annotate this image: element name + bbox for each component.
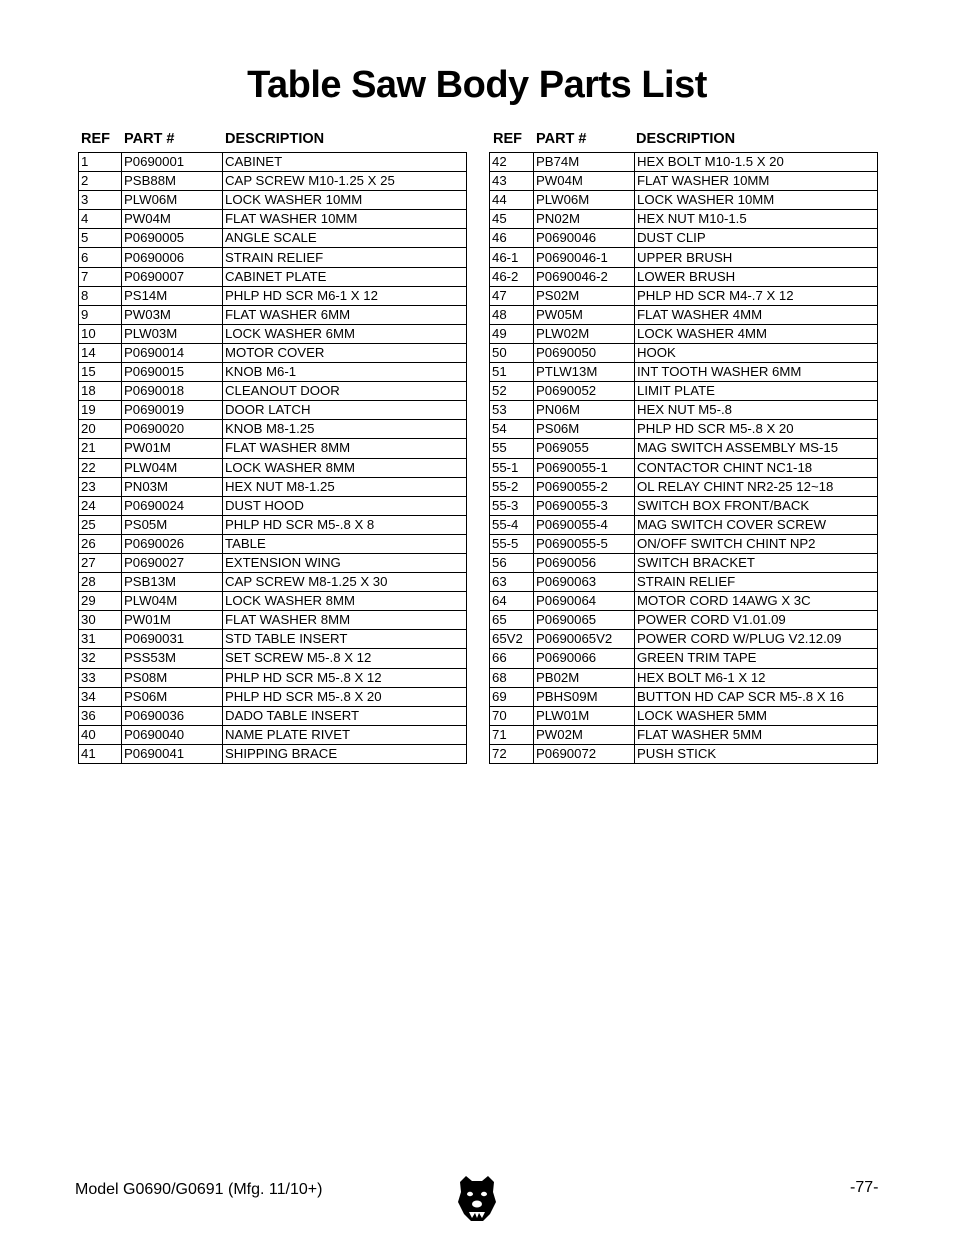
description-cell: PHLP HD SCR M5-.8 X 20 — [635, 420, 878, 439]
part-number-cell: P0690020 — [122, 420, 223, 439]
ref-cell: 46-1 — [490, 248, 534, 267]
table-row — [490, 496, 878, 515]
description-cell: TABLE — [223, 534, 467, 553]
ref-cell: 43 — [490, 172, 534, 191]
table-row — [79, 744, 467, 763]
table-row — [490, 668, 878, 687]
description-cell: CONTACTOR CHINT NC1-18 — [635, 458, 878, 477]
table-row — [79, 649, 467, 668]
table-row — [79, 210, 467, 229]
table-row — [490, 706, 878, 725]
description-cell: STRAIN RELIEF — [223, 248, 467, 267]
table-row — [490, 343, 878, 362]
table-row — [79, 153, 467, 172]
part-number-cell: P0690046-2 — [534, 267, 635, 286]
description-cell: FLAT WASHER 8MM — [223, 439, 467, 458]
description-cell: LOCK WASHER 5MM — [635, 706, 878, 725]
ref-cell: 32 — [79, 649, 122, 668]
part-number-cell: P0690027 — [122, 553, 223, 572]
part-number-cell: P0690065V2 — [534, 630, 635, 649]
table-row — [490, 286, 878, 305]
part-number-cell: P0690031 — [122, 630, 223, 649]
description-cell: NAME PLATE RIVET — [223, 725, 467, 744]
table-row — [490, 401, 878, 420]
part-number-cell: PTLW13M — [534, 363, 635, 382]
part-number-cell: P0690007 — [122, 267, 223, 286]
part-column-header: PART # — [536, 131, 587, 147]
left-table-header — [78, 131, 466, 149]
table-row — [490, 363, 878, 382]
table-row — [79, 573, 467, 592]
description-cell: LOCK WASHER 4MM — [635, 324, 878, 343]
ref-cell: 15 — [79, 363, 122, 382]
description-cell: PHLP HD SCR M5-.8 X 20 — [223, 687, 467, 706]
ref-cell: 3 — [79, 191, 122, 210]
ref-cell: 6 — [79, 248, 122, 267]
ref-cell: 68 — [490, 668, 534, 687]
part-number-cell: P0690055-3 — [534, 496, 635, 515]
part-number-cell: PS06M — [534, 420, 635, 439]
description-cell: SWITCH BRACKET — [635, 553, 878, 572]
ref-cell: 34 — [79, 687, 122, 706]
part-number-cell: P069055 — [534, 439, 635, 458]
description-cell: LOWER BRUSH — [635, 267, 878, 286]
table-row — [490, 267, 878, 286]
description-cell: DADO TABLE INSERT — [223, 706, 467, 725]
table-row — [490, 305, 878, 324]
description-cell: EXTENSION WING — [223, 553, 467, 572]
table-row — [490, 229, 878, 248]
part-number-cell: P0690036 — [122, 706, 223, 725]
description-cell: DUST HOOD — [223, 496, 467, 515]
description-cell: ON/OFF SWITCH CHINT NP2 — [635, 534, 878, 553]
part-number-cell: P0690026 — [122, 534, 223, 553]
table-row — [490, 649, 878, 668]
part-number-cell: PLW04M — [122, 458, 223, 477]
part-number-cell: P0690066 — [534, 649, 635, 668]
ref-cell: 52 — [490, 382, 534, 401]
description-cell: FLAT WASHER 6MM — [223, 305, 467, 324]
ref-cell: 55-5 — [490, 534, 534, 553]
description-cell: MAG SWITCH COVER SCREW — [635, 515, 878, 534]
ref-cell: 54 — [490, 420, 534, 439]
part-number-cell: PSB13M — [122, 573, 223, 592]
description-cell: OL RELAY CHINT NR2-25 12~18 — [635, 477, 878, 496]
ref-cell: 55-2 — [490, 477, 534, 496]
part-number-cell: P0690055-4 — [534, 515, 635, 534]
description-cell: LOCK WASHER 10MM — [223, 191, 467, 210]
table-row — [79, 477, 467, 496]
ref-cell: 31 — [79, 630, 122, 649]
table-row — [490, 172, 878, 191]
ref-cell: 50 — [490, 343, 534, 362]
description-cell: STD TABLE INSERT — [223, 630, 467, 649]
ref-cell: 46 — [490, 229, 534, 248]
table-row — [79, 725, 467, 744]
ref-column-header: REF — [81, 131, 110, 147]
part-number-cell: P0690040 — [122, 725, 223, 744]
description-cell: FLAT WASHER 4MM — [635, 305, 878, 324]
part-number-cell: P0690052 — [534, 382, 635, 401]
table-row — [79, 172, 467, 191]
description-cell: KNOB M6-1 — [223, 363, 467, 382]
description-cell: POWER CORD W/PLUG V2.12.09 — [635, 630, 878, 649]
table-row — [490, 573, 878, 592]
ref-cell: 33 — [79, 668, 122, 687]
description-cell: GREEN TRIM TAPE — [635, 649, 878, 668]
part-number-cell: P0690055-1 — [534, 458, 635, 477]
table-row — [79, 343, 467, 362]
bear-head-logo-icon — [456, 1174, 498, 1222]
part-number-cell: P0690006 — [122, 248, 223, 267]
part-number-cell: PS02M — [534, 286, 635, 305]
ref-cell: 14 — [79, 343, 122, 362]
table-row — [79, 534, 467, 553]
table-row — [490, 534, 878, 553]
ref-cell: 22 — [79, 458, 122, 477]
ref-cell: 55-4 — [490, 515, 534, 534]
description-cell: HEX NUT M5-.8 — [635, 401, 878, 420]
part-number-cell: PW02M — [534, 725, 635, 744]
table-row — [79, 611, 467, 630]
part-number-cell: P0690055-5 — [534, 534, 635, 553]
ref-cell: 28 — [79, 573, 122, 592]
table-row — [490, 744, 878, 763]
description-column-header: DESCRIPTION — [225, 131, 325, 147]
part-number-cell: P0690046-1 — [534, 248, 635, 267]
part-number-cell: PW04M — [122, 210, 223, 229]
ref-cell: 36 — [79, 706, 122, 725]
ref-cell: 46-2 — [490, 267, 534, 286]
description-cell: CLEANOUT DOOR — [223, 382, 467, 401]
ref-cell: 45 — [490, 210, 534, 229]
ref-cell: 1 — [79, 153, 122, 172]
table-row — [490, 210, 878, 229]
ref-column-header: REF — [493, 131, 522, 147]
table-row — [79, 458, 467, 477]
description-cell: HEX NUT M10-1.5 — [635, 210, 878, 229]
description-cell: UPPER BRUSH — [635, 248, 878, 267]
ref-cell: 10 — [79, 324, 122, 343]
description-cell: DUST CLIP — [635, 229, 878, 248]
part-number-cell: PLW03M — [122, 324, 223, 343]
part-number-cell: P0690019 — [122, 401, 223, 420]
description-cell: KNOB M8-1.25 — [223, 420, 467, 439]
description-cell: CABINET — [223, 153, 467, 172]
part-number-cell: PN02M — [534, 210, 635, 229]
ref-cell: 63 — [490, 573, 534, 592]
description-cell: MOTOR CORD 14AWG X 3C — [635, 592, 878, 611]
ref-cell: 5 — [79, 229, 122, 248]
part-number-cell: PLW01M — [534, 706, 635, 725]
description-cell: SHIPPING BRACE — [223, 744, 467, 763]
part-number-cell: PB02M — [534, 668, 635, 687]
table-row — [79, 267, 467, 286]
ref-cell: 20 — [79, 420, 122, 439]
table-row — [79, 592, 467, 611]
description-cell: FLAT WASHER 5MM — [635, 725, 878, 744]
ref-cell: 8 — [79, 286, 122, 305]
part-number-cell: P0690065 — [534, 611, 635, 630]
table-row — [79, 229, 467, 248]
ref-cell: 24 — [79, 496, 122, 515]
ref-cell: 53 — [490, 401, 534, 420]
description-cell: CABINET PLATE — [223, 267, 467, 286]
ref-cell: 55 — [490, 439, 534, 458]
ref-cell: 9 — [79, 305, 122, 324]
table-row — [79, 706, 467, 725]
ref-cell: 25 — [79, 515, 122, 534]
table-row — [490, 248, 878, 267]
part-number-cell: PLW06M — [122, 191, 223, 210]
table-row — [79, 496, 467, 515]
table-row — [79, 401, 467, 420]
table-row — [490, 458, 878, 477]
part-number-cell: PN06M — [534, 401, 635, 420]
ref-cell: 7 — [79, 267, 122, 286]
table-row — [490, 191, 878, 210]
part-number-cell: P0690001 — [122, 153, 223, 172]
part-number-cell: PB74M — [534, 153, 635, 172]
table-row — [79, 191, 467, 210]
table-row — [79, 439, 467, 458]
table-row — [490, 324, 878, 343]
ref-cell: 71 — [490, 725, 534, 744]
part-number-cell: P0690005 — [122, 229, 223, 248]
ref-cell: 55-1 — [490, 458, 534, 477]
ref-cell: 4 — [79, 210, 122, 229]
description-cell: CAP SCREW M8-1.25 X 30 — [223, 573, 467, 592]
part-number-cell: PLW06M — [534, 191, 635, 210]
ref-cell: 21 — [79, 439, 122, 458]
table-row — [490, 611, 878, 630]
table-row — [79, 515, 467, 534]
description-cell: DOOR LATCH — [223, 401, 467, 420]
ref-cell: 40 — [79, 725, 122, 744]
table-row — [79, 630, 467, 649]
table-row — [79, 248, 467, 267]
description-cell: SET SCREW M5-.8 X 12 — [223, 649, 467, 668]
description-cell: HEX BOLT M6-1 X 12 — [635, 668, 878, 687]
part-number-cell: P0690024 — [122, 496, 223, 515]
table-row — [79, 420, 467, 439]
ref-cell: 65 — [490, 611, 534, 630]
part-number-cell: PSS53M — [122, 649, 223, 668]
description-cell: BUTTON HD CAP SCR M5-.8 X 16 — [635, 687, 878, 706]
part-number-cell: PS06M — [122, 687, 223, 706]
part-number-cell: P0690015 — [122, 363, 223, 382]
part-number-cell: P0690014 — [122, 343, 223, 362]
ref-cell: 30 — [79, 611, 122, 630]
table-row — [490, 439, 878, 458]
description-cell: INT TOOTH WASHER 6MM — [635, 363, 878, 382]
table-row — [490, 553, 878, 572]
description-cell: PHLP HD SCR M6-1 X 12 — [223, 286, 467, 305]
part-number-cell: PLW02M — [534, 324, 635, 343]
ref-cell: 55-3 — [490, 496, 534, 515]
ref-cell: 48 — [490, 305, 534, 324]
table-row — [79, 305, 467, 324]
part-number-cell: PLW04M — [122, 592, 223, 611]
ref-cell: 29 — [79, 592, 122, 611]
ref-cell: 27 — [79, 553, 122, 572]
part-number-cell: P0690050 — [534, 343, 635, 362]
description-cell: STRAIN RELIEF — [635, 573, 878, 592]
part-number-cell: P0690064 — [534, 592, 635, 611]
model-footer: Model G0690/G0691 (Mfg. 11/10+) — [75, 1181, 323, 1198]
table-row — [79, 668, 467, 687]
table-row — [79, 324, 467, 343]
description-cell: MAG SWITCH ASSEMBLY MS-15 — [635, 439, 878, 458]
description-cell: CAP SCREW M10-1.25 X 25 — [223, 172, 467, 191]
ref-cell: 64 — [490, 592, 534, 611]
part-number-cell: PSB88M — [122, 172, 223, 191]
description-cell: PHLP HD SCR M5-.8 X 8 — [223, 515, 467, 534]
left-parts-table — [78, 152, 467, 764]
table-row — [490, 382, 878, 401]
right-table-header — [490, 131, 878, 149]
description-cell: LOCK WASHER 10MM — [635, 191, 878, 210]
ref-cell: 66 — [490, 649, 534, 668]
part-number-cell: PS14M — [122, 286, 223, 305]
part-column-header: PART # — [124, 131, 175, 147]
ref-cell: 65V2 — [490, 630, 534, 649]
ref-cell: 42 — [490, 153, 534, 172]
table-row — [490, 515, 878, 534]
page-title: Table Saw Body Parts List — [247, 64, 707, 106]
part-number-cell: P0690041 — [122, 744, 223, 763]
part-number-cell: P0690046 — [534, 229, 635, 248]
table-row — [79, 382, 467, 401]
ref-cell: 19 — [79, 401, 122, 420]
part-number-cell: P0690072 — [534, 744, 635, 763]
ref-cell: 72 — [490, 744, 534, 763]
part-number-cell: PS05M — [122, 515, 223, 534]
part-number-cell: P0690055-2 — [534, 477, 635, 496]
ref-cell: 23 — [79, 477, 122, 496]
description-cell: LOCK WASHER 6MM — [223, 324, 467, 343]
table-row — [79, 286, 467, 305]
description-cell: PHLP HD SCR M5-.8 X 12 — [223, 668, 467, 687]
ref-cell: 70 — [490, 706, 534, 725]
ref-cell: 51 — [490, 363, 534, 382]
part-number-cell: PW03M — [122, 305, 223, 324]
description-cell: ANGLE SCALE — [223, 229, 467, 248]
ref-cell: 49 — [490, 324, 534, 343]
ref-cell: 26 — [79, 534, 122, 553]
ref-cell: 41 — [79, 744, 122, 763]
part-number-cell: PW01M — [122, 439, 223, 458]
part-number-cell: PW04M — [534, 172, 635, 191]
table-row — [79, 687, 467, 706]
description-cell: LOCK WASHER 8MM — [223, 592, 467, 611]
ref-cell: 47 — [490, 286, 534, 305]
table-row — [490, 592, 878, 611]
part-number-cell: P0690063 — [534, 573, 635, 592]
description-cell: FLAT WASHER 10MM — [635, 172, 878, 191]
table-row — [490, 477, 878, 496]
ref-cell: 2 — [79, 172, 122, 191]
table-row — [79, 363, 467, 382]
description-cell: HEX NUT M8-1.25 — [223, 477, 467, 496]
ref-cell: 69 — [490, 687, 534, 706]
table-row — [490, 725, 878, 744]
description-cell: LIMIT PLATE — [635, 382, 878, 401]
description-cell: SWITCH BOX FRONT/BACK — [635, 496, 878, 515]
table-row — [490, 687, 878, 706]
part-number-cell: PW05M — [534, 305, 635, 324]
description-cell: FLAT WASHER 8MM — [223, 611, 467, 630]
ref-cell: 44 — [490, 191, 534, 210]
ref-cell: 18 — [79, 382, 122, 401]
part-number-cell: PW01M — [122, 611, 223, 630]
description-cell: POWER CORD V1.01.09 — [635, 611, 878, 630]
ref-cell: 56 — [490, 553, 534, 572]
description-cell: FLAT WASHER 10MM — [223, 210, 467, 229]
table-row — [490, 630, 878, 649]
description-cell: MOTOR COVER — [223, 343, 467, 362]
table-row — [79, 553, 467, 572]
description-cell: HOOK — [635, 343, 878, 362]
description-cell: PUSH STICK — [635, 744, 878, 763]
right-parts-table — [489, 152, 878, 764]
description-cell: PHLP HD SCR M4-.7 X 12 — [635, 286, 878, 305]
description-column-header: DESCRIPTION — [636, 131, 736, 147]
table-row — [490, 420, 878, 439]
part-number-cell: PBHS09M — [534, 687, 635, 706]
part-number-cell: PS08M — [122, 668, 223, 687]
part-number-cell: PN03M — [122, 477, 223, 496]
part-number-cell: P0690018 — [122, 382, 223, 401]
part-number-cell: P0690056 — [534, 553, 635, 572]
description-cell: LOCK WASHER 8MM — [223, 458, 467, 477]
page-number: -77- — [850, 1179, 879, 1196]
table-row — [490, 153, 878, 172]
description-cell: HEX BOLT M10-1.5 X 20 — [635, 153, 878, 172]
